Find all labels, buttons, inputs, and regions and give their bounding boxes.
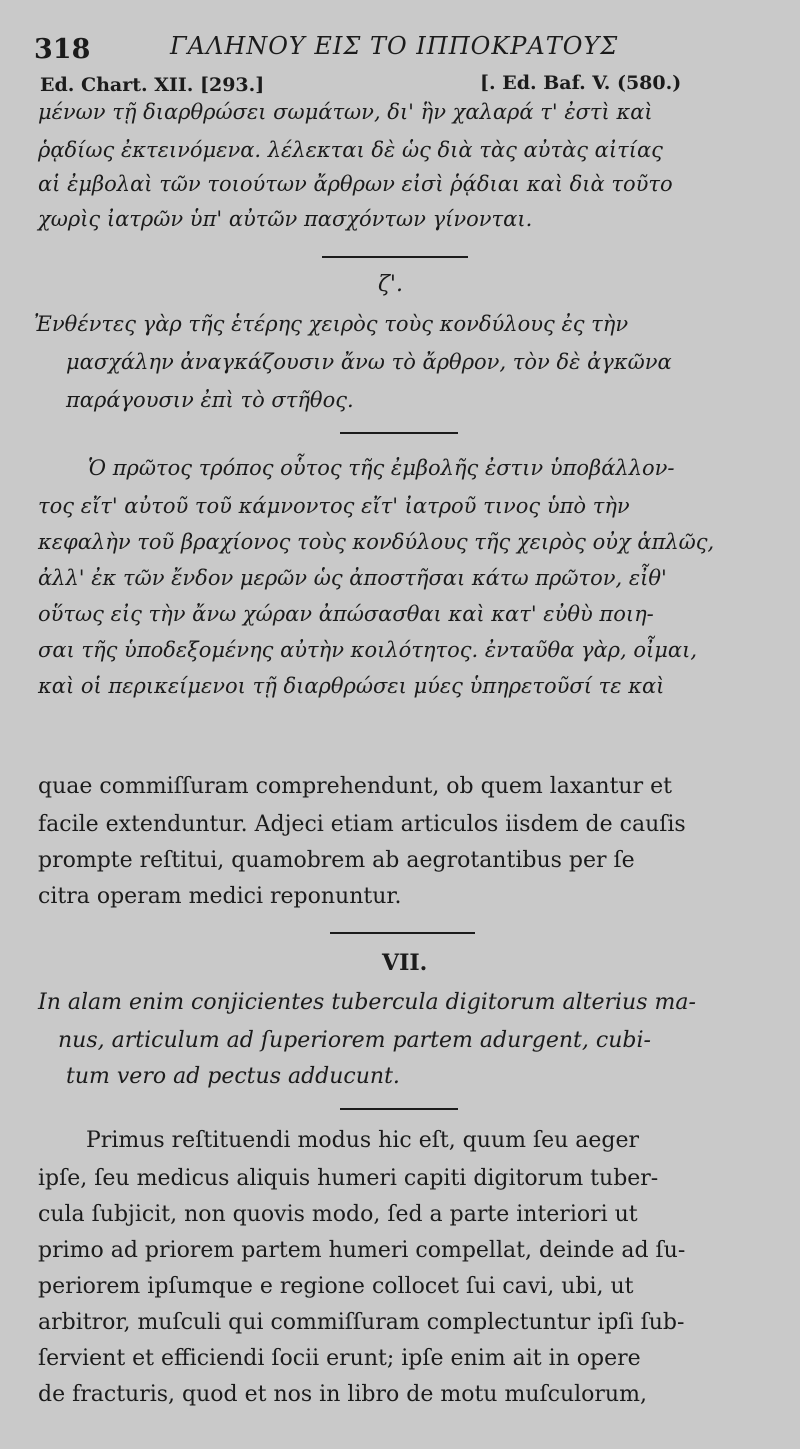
greek-lemma-line: παράγουσιν ἐπὶ τὸ στῆθος. <box>66 388 354 412</box>
latin-text-line: citra operam medici reponuntur. <box>38 884 402 909</box>
greek-text-line: χωρὶς ἰατρῶν ὑπ' αὐτῶν πασχόντων γίνονται. <box>38 207 533 231</box>
latin-section-number: VII. <box>382 950 428 976</box>
greek-commentary-line: οὕτως εἰς τὴν ἄνω χώραν ἀπώσασθαι καὶ κατ' εὐθὺ ποιη- <box>38 602 654 626</box>
latin-commentary-line: de fracturis, quod et nos in libro de motu muſculorum, <box>38 1382 647 1407</box>
latin-commentary-line: ipſe, ſeu medicus aliquis humeri capiti digitorum tuber- <box>38 1166 659 1191</box>
section-divider <box>330 932 475 934</box>
latin-text-line: quae commiſſuram comprehendunt, ob quem laxantur et <box>38 774 672 799</box>
page-number: 318 <box>34 34 91 65</box>
latin-commentary-line: ſervient et efficiendi ſocii erunt; ipſe enim ait in opere <box>38 1346 641 1371</box>
latin-lemma-line: nus, articulum ad ſuperiorem partem adurgent, cubi- <box>58 1028 651 1053</box>
greek-commentary-line: ἀλλ' ἐκ τῶν ἔνδον μερῶν ὡς ἀποστῆσαι κάτω πρῶτον, εἶθ' <box>38 566 667 590</box>
running-title: ΓΑΛΗΝΟΥ ΕΙΣ ΤΟ ΙΠΠΟΚΡΑΤΟΥΣ <box>170 32 619 60</box>
section-divider <box>340 432 458 434</box>
latin-commentary-line: primo ad priorem partem humeri compellat, deinde ad ſu- <box>38 1238 686 1263</box>
edition-reference-right: [. Ed. Baf. V. (580.) <box>480 72 682 94</box>
latin-commentary-line: cula ſubjicit, non quovis modo, ſed a parte interiori ut <box>38 1202 638 1227</box>
greek-lemma-line: μασχάλην ἀναγκάζουσιν ἄνω τὸ ἄρθρον, τὸν δὲ ἀγκῶνα <box>66 350 672 374</box>
greek-commentary-line: σαι τῆς ὑποδεξομένης αὐτὴν κοιλότητος. ἐνταῦθα γὰρ, οἶμαι, <box>38 638 697 662</box>
section-divider <box>340 1108 458 1110</box>
greek-text-line: ῥᾳδίως ἐκτεινόμενα. λέλεκται δὲ ὡς διὰ τὰς αὐτὰς αἰτίας <box>38 138 663 162</box>
greek-section-number: ζ'. <box>378 272 403 297</box>
greek-commentary-line: τος εἴτ' αὐτοῦ τοῦ κάμνοντος εἴτ' ἰατροῦ τινος ὑπὸ τὴν <box>38 494 630 518</box>
greek-lemma-line: Ἐνθέντες γὰρ τῆς ἑτέρης χειρὸς τοὺς κονδύλους ἐς τὴν <box>34 312 629 336</box>
latin-lemma-line: In alam enim conjicientes tubercula digitorum alterius ma- <box>38 990 696 1015</box>
greek-text-line: αἱ ἐμβολαὶ τῶν τοιούτων ἄρθρων εἰσὶ ῥᾴδιαι καὶ διὰ τοῦτο <box>38 172 673 196</box>
greek-text-line: μένων τῇ διαρθρώσει σωμάτων, δι' ἣν χαλαρά τ' ἐστὶ καὶ <box>38 100 653 124</box>
latin-text-line: facile extenduntur. Adjeci etiam articulos iisdem de cauſis <box>38 812 686 837</box>
latin-commentary-line: arbitror, muſculi qui commiſſuram complectuntur ipſi ſub- <box>38 1310 685 1335</box>
section-divider <box>322 256 468 258</box>
edition-reference-left: Ed. Chart. XII. [293.] <box>40 74 265 96</box>
latin-lemma-line: tum vero ad pectus adducunt. <box>66 1064 400 1089</box>
latin-commentary-line: Primus reſtituendi modus hic eſt, quum ſeu aeger <box>86 1128 640 1153</box>
latin-commentary-line: periorem ipſumque e regione collocet ſui cavi, ubi, ut <box>38 1274 634 1299</box>
latin-text-line: prompte reſtitui, quamobrem ab aegrotantibus per ſe <box>38 848 635 873</box>
greek-commentary-line: κεφαλὴν τοῦ βραχίονος τοὺς κονδύλους τῆς χειρὸς οὐχ ἁπλῶς, <box>38 530 715 554</box>
greek-commentary-line: καὶ οἱ περικείμενοι τῇ διαρθρώσει μύες ὑπηρετοῦσί τε καὶ <box>38 674 665 698</box>
greek-commentary-line: Ὁ πρῶτος τρόπος οὗτος τῆς ἐμβολῆς ἐστιν ὑποβάλλον- <box>88 456 675 480</box>
